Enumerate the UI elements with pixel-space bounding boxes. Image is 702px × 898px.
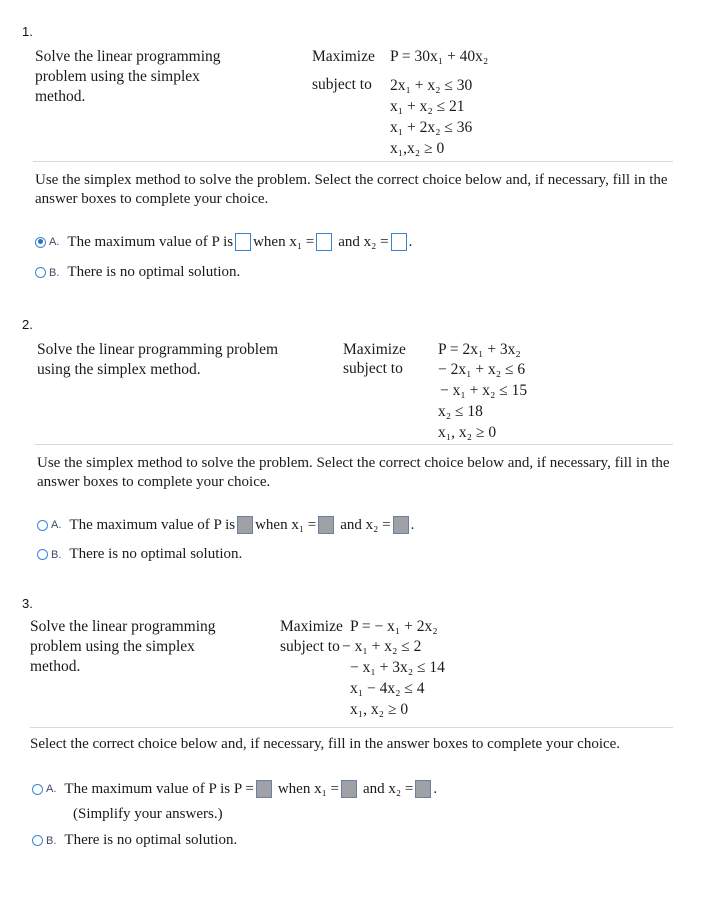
- problem-2-objective-label: Maximize: [343, 341, 406, 358]
- problem-2-number: 2.: [22, 317, 33, 332]
- answer-box-max-p[interactable]: [256, 780, 272, 798]
- radio-button[interactable]: [35, 267, 46, 278]
- choice-letter: B.: [51, 548, 62, 561]
- constraint: − x₁ + x₂ ≤ 15: [440, 382, 528, 399]
- problem-3-instruction: Select the correct choice below and, if necessary, fill in the answer boxes to complete your choice.: [30, 736, 621, 752]
- problem-3-choice-a-note: (Simplify your answers.): [73, 806, 223, 822]
- problem-1-number: 1.: [22, 24, 33, 39]
- constraint: 2x₁ + x₂ ≤ 30: [390, 77, 473, 94]
- problem-2-instruction: Use the simplex method to solve the problem. Select the correct choice below and, if necessary, fill in the answer boxes to complete your choice.: [37, 455, 670, 490]
- choice-letter: B.: [46, 834, 57, 847]
- choice-text: There is no optimal solution.: [64, 832, 238, 848]
- problem-3-objective: P = − x₁ + 2x₂: [350, 618, 438, 635]
- constraint: x₁, x₂ ≥ 0: [438, 424, 497, 441]
- radio-button[interactable]: [37, 549, 48, 560]
- choice-letter: A.: [46, 783, 57, 795]
- constraint: − x₁ + 3x₂ ≤ 14: [350, 659, 445, 676]
- constraint: − x₁ + x₂ ≤ 2: [342, 638, 422, 655]
- problem-1-objective-label: Maximize: [312, 48, 375, 65]
- constraint: x₂ ≤ 18: [438, 403, 483, 420]
- choice-text: when x₁ =: [277, 780, 340, 797]
- constraint: x₁ + x₂ ≤ 21: [390, 98, 465, 115]
- problem-2-constraints: [438, 359, 527, 443]
- constraint: x₁,x₂ ≥ 0: [390, 140, 445, 157]
- divider: [30, 727, 673, 728]
- problem-2-choice-a[interactable]: [37, 516, 414, 534]
- choice-text: The maximum value of P is P =: [64, 780, 254, 797]
- choice-letter: A.: [51, 519, 62, 531]
- choice-text: .: [408, 233, 413, 250]
- choice-text: The maximum value of P is: [69, 516, 236, 533]
- choice-text: and x₂ =: [338, 233, 389, 250]
- answer-box-x2[interactable]: [393, 516, 409, 534]
- choice-text: There is no optimal solution.: [67, 264, 241, 280]
- problem-3-number: 3.: [22, 596, 33, 611]
- answer-box-max-p[interactable]: [235, 233, 251, 251]
- choice-text: .: [433, 780, 438, 797]
- problem-2-choice-b[interactable]: [37, 546, 242, 563]
- choice-letter: B.: [49, 266, 60, 279]
- answer-box-x2[interactable]: [391, 233, 407, 251]
- choice-text: when x₁ =: [255, 516, 317, 533]
- problem-1-choice-b[interactable]: [35, 264, 240, 281]
- problem-3-prompt: Solve the linear programming problem using the simplex method.: [30, 618, 216, 675]
- problem-3-objective-label: Maximize: [280, 618, 343, 635]
- choice-text: The maximum value of P is: [67, 233, 234, 250]
- answer-box-x1[interactable]: [316, 233, 332, 251]
- radio-button[interactable]: [32, 835, 43, 846]
- problem-1-instruction: Use the simplex method to solve the problem. Select the correct choice below and, if necessary, fill in the answer boxes to complete your choice.: [35, 172, 668, 207]
- constraint: x₁ + 2x₂ ≤ 36: [390, 119, 473, 136]
- problem-1-constraints: [390, 75, 472, 159]
- answer-box-x1[interactable]: [341, 780, 357, 798]
- choice-text: There is no optimal solution.: [69, 546, 243, 562]
- radio-button[interactable]: [32, 784, 43, 795]
- constraint: x₁, x₂ ≥ 0: [350, 701, 409, 718]
- choice-text: .: [410, 516, 415, 533]
- radio-button[interactable]: [37, 520, 48, 531]
- problem-3-constraints: [342, 636, 445, 720]
- problem-3-choice-b[interactable]: [32, 832, 237, 849]
- choice-text: and x₂ =: [340, 516, 391, 533]
- answer-box-x1[interactable]: [318, 516, 334, 534]
- problem-3-constraints-label: subject to: [280, 638, 340, 655]
- choice-text: and x₂ =: [363, 780, 414, 797]
- problem-2-objective: P = 2x₁ + 3x₂: [438, 341, 521, 358]
- choice-letter: A.: [49, 236, 60, 248]
- problem-2-constraints-label: subject to: [343, 360, 403, 377]
- problem-1-objective: P = 30x₁ + 40x₂: [390, 48, 489, 65]
- problem-3-choice-a[interactable]: [32, 780, 437, 798]
- constraint: − 2x₁ + x₂ ≤ 6: [438, 361, 526, 378]
- answer-box-max-p[interactable]: [237, 516, 253, 534]
- problem-1-choice-a[interactable]: [35, 233, 412, 251]
- answer-box-x2[interactable]: [415, 780, 431, 798]
- radio-button-selected[interactable]: [35, 237, 46, 248]
- problem-1-prompt: Solve the linear programming problem using the simplex method.: [35, 48, 221, 105]
- problem-1-constraints-label: subject to: [312, 76, 372, 93]
- constraint: x₁ − 4x₂ ≤ 4: [350, 680, 425, 697]
- problem-2-prompt: Solve the linear programming problem using the simplex method.: [37, 341, 279, 378]
- divider: [35, 444, 673, 445]
- choice-text: when x₁ =: [253, 233, 315, 250]
- divider: [33, 161, 673, 162]
